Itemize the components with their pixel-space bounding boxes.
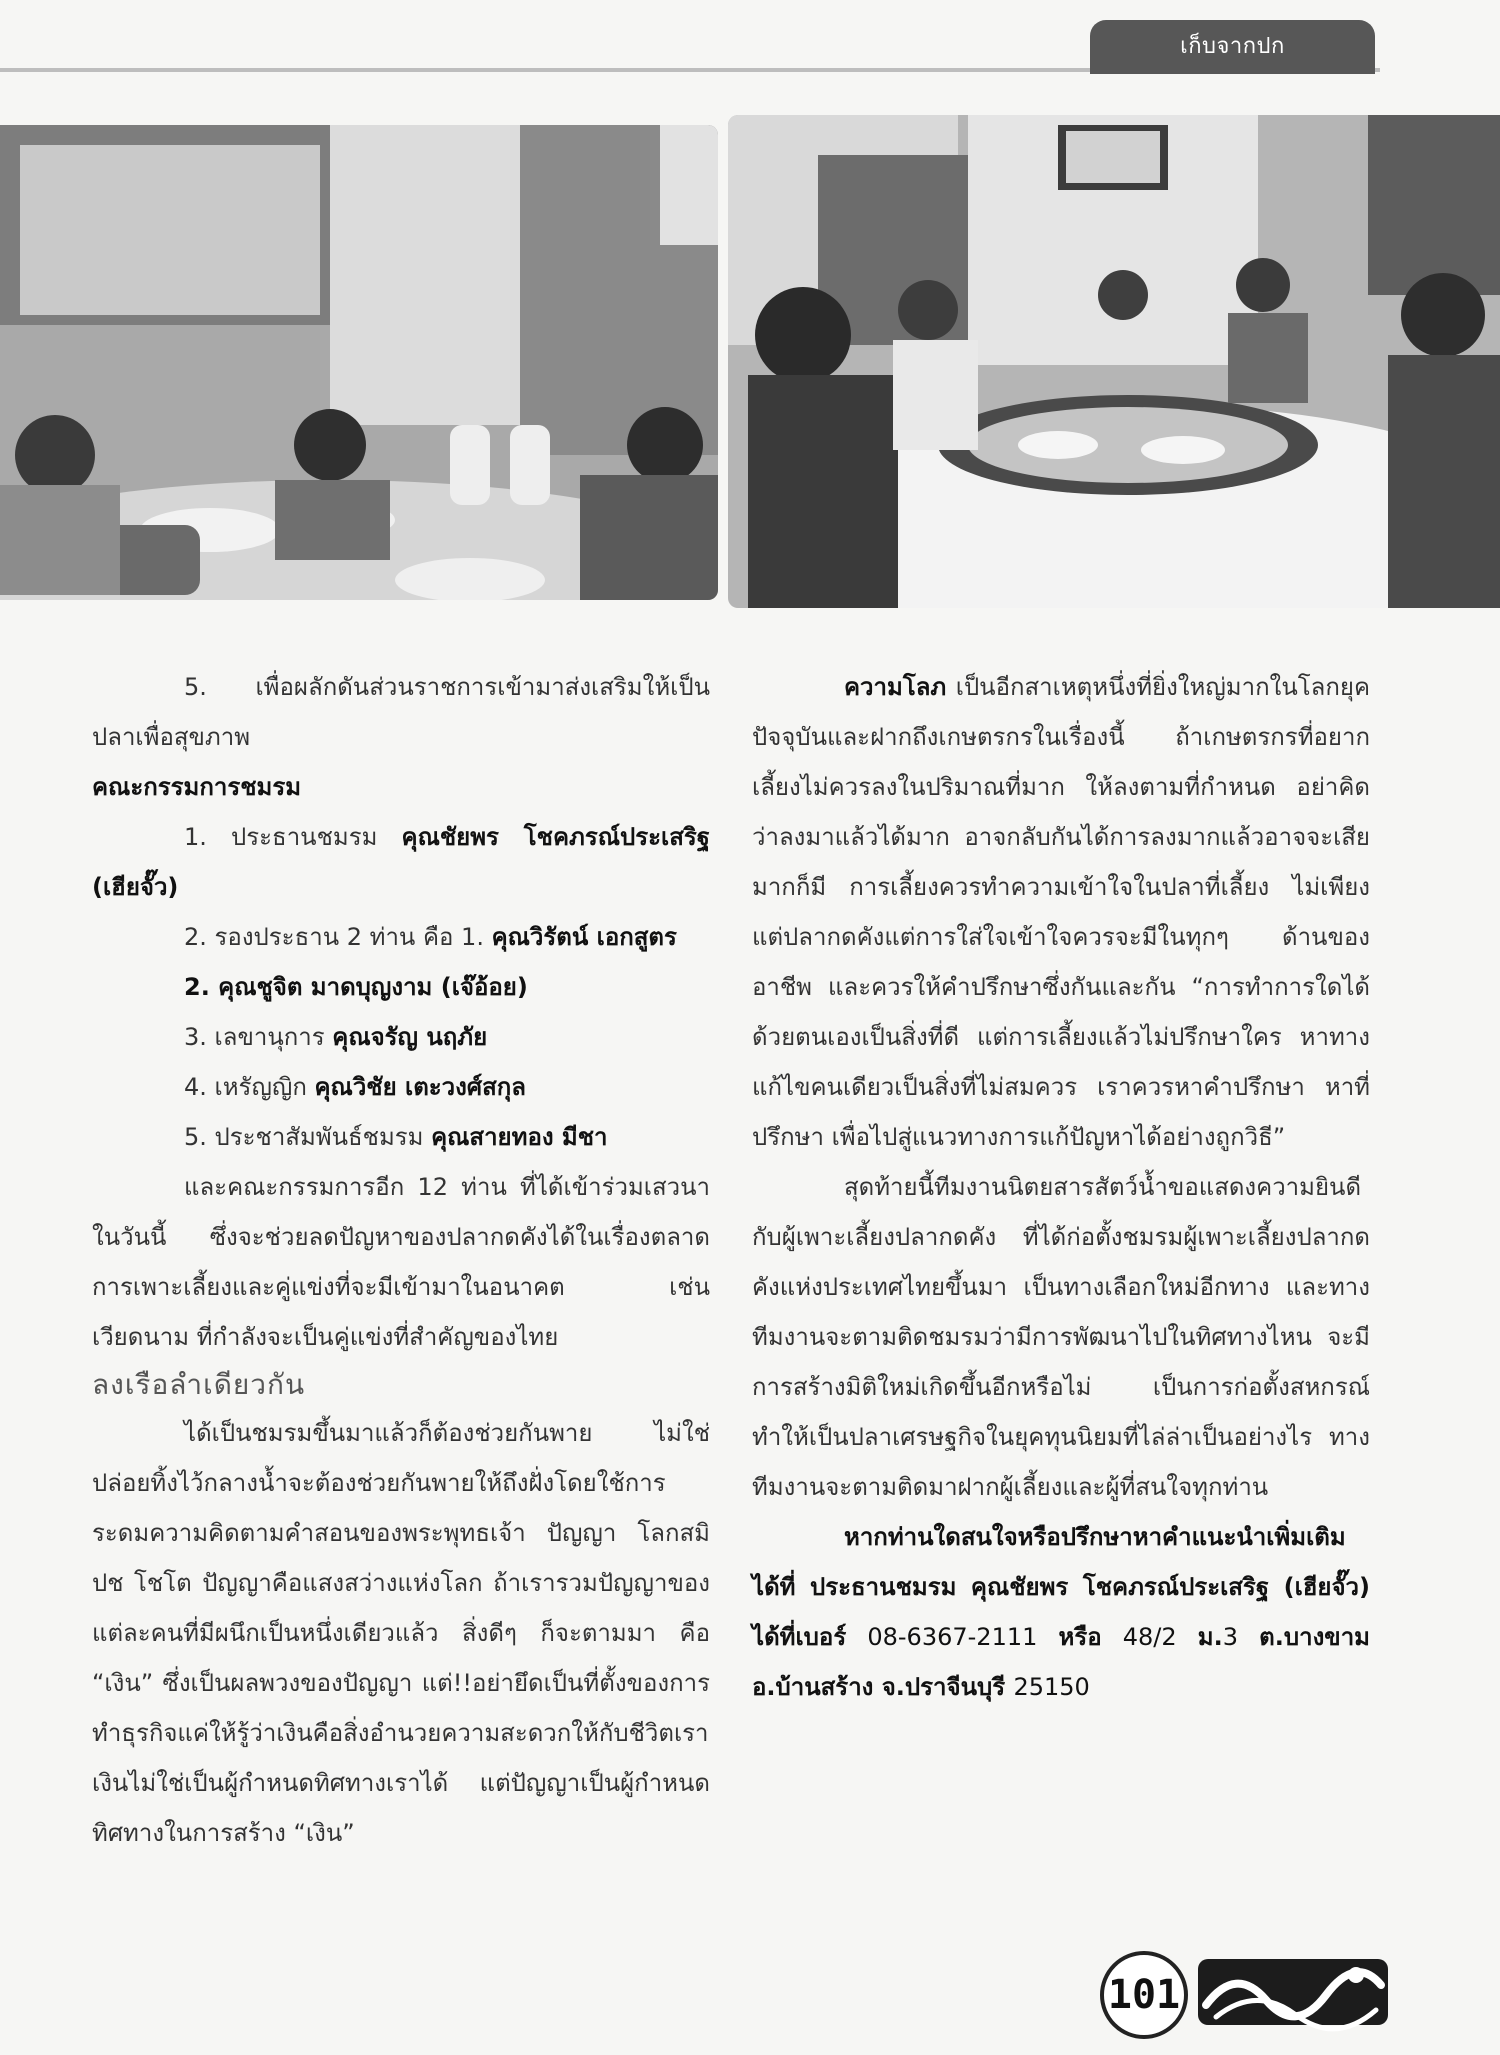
- committee-item-4: [92, 1062, 710, 1112]
- committee-name-1: คุณชัยพร โชคภรณ์ประเสริฐ (เฮียจั๊ว): [92, 823, 711, 901]
- contact-or: หรือ: [1037, 1623, 1123, 1651]
- committee-item-5: [92, 1112, 710, 1162]
- contact-phone: 08-6367-2111: [867, 1623, 1038, 1651]
- committee-name-5: คุณสายทอง มีชา: [431, 1123, 608, 1151]
- left-article-column: [92, 662, 710, 1858]
- committee-paragraph: และคณะกรรมการอีก 12 ท่าน ที่ได้เข้าร่วมเสวนาในวันนี้ ซึ่งจะช่วยลดปัญหาของปลากดคังได้ในเรื่องตลาด การเพาะเลี้ยงและคู่แข่งที่จะมีเข้ามาในอนาคต เช่น เวียดนาม ที่กำลังจะเป็นคู่แข่งที่สำคัญของไทย: [92, 1173, 710, 1351]
- committee-item-2: [92, 912, 710, 962]
- committee-name-2a: คุณวิรัตน์ เอกสูตร: [491, 923, 677, 951]
- contact-postcode: 25150: [1013, 1673, 1090, 1701]
- committee-item-3: [92, 1012, 710, 1062]
- photo-group-dinner-right: [728, 115, 1500, 608]
- photo-group-dinner-left: [0, 125, 718, 600]
- committee-heading: คณะกรรมการชมรม: [92, 773, 302, 801]
- greed-text: เป็นอีกสาเหตุหนึ่งที่ยิ่งใหญ่มากในโลกยุคปัจจุบันและฝากถึงเกษตรกรในเรื่องนี้ ถ้าเกษตรกรที่อยากเลี้ยงไม่ควรลงในปริมาณที่มาก ให้ลงตามที่กำหนด อย่าคิดว่าลงมาแล้วได้มาก อาจกลับกันได้การลงมากแล้วอาจจะเสียมากก็มี การเลี้ยงควรทำความเข้าใจในปลาที่เลี้ยง ไม่เพียงแต่ปลากดคังแต่การใส่ใจเข้าใจควรจะมีในทุกๆ ด้านของอาชีพ และควรให้คำปรึกษาซึ่งกันและกัน “การทำการใดได้ด้วยตนเองเป็นสิ่งที่ดี แต่การเลี้ยงแล้วไม่ปรึกษาใคร หาทางแก้ไขคนเดียวเป็นสิ่งที่ไม่สมควร เราควรหาคำปรึกษา หาที่ปรึกษา เพื่อไปสู่แนวทางการแก้ปัญหาได้อย่างถูกวิธี”: [752, 673, 1370, 1151]
- committee-role-4: 4. เหรัญญิก: [184, 1073, 315, 1101]
- magazine-logo: [1196, 1945, 1390, 2035]
- contact-moo: 3: [1222, 1623, 1239, 1651]
- section-subheading: ลงเรือลำเดียวกัน: [92, 1368, 306, 1401]
- committee-name-4: คุณวิชัย เตะวงศ์สกุล: [314, 1073, 526, 1101]
- section-tab: เก็บจากปก: [1090, 20, 1375, 74]
- committee-role-5: 5. ประชาสัมพันธ์ชมรม: [184, 1123, 432, 1151]
- committee-role-3: 3. เลขานุการ: [184, 1023, 333, 1051]
- greed-lead: ความโลภ: [844, 673, 947, 701]
- contact-paragraph: [752, 1512, 1370, 1712]
- page-number: 101: [1100, 1951, 1188, 2039]
- contact-address-number: 48/2: [1122, 1623, 1177, 1651]
- committee-item-1: [92, 812, 710, 912]
- right-article-column: [752, 662, 1370, 1712]
- boat-paragraph: ได้เป็นชมรมขึ้นมาแล้วก็ต้องช่วยกันพาย ไม่ใช่ปล่อยทิ้งไว้กลางน้ำจะต้องช่วยกันพายให้ถึงฝั่งโดยใช้การระดมความคิดตามคำสอนของพระพุทธเจ้า ปัญญา โลกสมิ ปช โชโต ปัญญาคือแสงสว่างแห่งโลก ถ้าเรารวมปัญญาของแต่ละคนที่มีผนึกเป็นหนึ่งเดียวแล้ว สิ่งดีๆ ก็จะตามมา คือ “เงิน” ซึ่งเป็นผลพวงของปัญญา แต่!!อย่ายึดเป็นที่ตั้งของการทำธุรกิจแค่ให้รู้ว่าเงินคือสิ่งอำนวยความสะดวกให้กับชีวิตเรา เงินไม่ใช่เป็นผู้กำหนดทิศทางเราได้ แต่ปัญญาเป็นผู้กำหนดทิศทางในการสร้าง “เงิน”: [92, 1419, 710, 1847]
- objective-5: 5. เพื่อผลักดันส่วนราชการเข้ามาส่งเสริมให้เป็นปลาเพื่อสุขภาพ: [92, 673, 710, 751]
- closing-paragraph: สุดท้ายนี้ทีมงานนิตยสารสัตว์น้ำขอแสดงความยินดีกับผู้เพาะเลี้ยงปลากดคัง ที่ได้ก่อตั้งชมรมผู้เพาะเลี้ยงปลากดคังแห่งประเทศไทยขึ้นมา เป็นทางเลือกใหม่อีกทาง และทางทีมงานจะตามติดชมรมว่ามีการพัฒนาไปในทิศทางไหน จะมีการสร้างมิติใหม่เกิดขึ้นอีกหรือไม่ เป็นการก่อตั้งสหกรณ์ทำให้เป็นปลาเศรษฐกิจในยุคทุนนิยมที่ไล่ล่าเป็นอย่างไร ทางทีมงานจะตามติดมาฝากผู้เลี้ยงและผู้ที่สนใจทุกท่าน: [752, 1173, 1370, 1501]
- contact-address: ต.บางขาม อ.บ้านสร้าง จ.ปราจีนบุรี: [752, 1623, 1370, 1701]
- contact-moo-label: ม.: [1176, 1623, 1223, 1651]
- greed-paragraph: [752, 662, 1370, 1162]
- page-footer: [1100, 1945, 1390, 2035]
- contact-intro: หากท่านใดสนใจหรือปรึกษาหาคำแนะนำเพิ่มเติมได้ที่ ประธานชมรม คุณชัยพร โชคภรณ์ประเสริฐ (เฮียจั๊ว) ได้ที่เบอร์: [752, 1523, 1370, 1651]
- committee-name-3: คุณจรัญ นฤภัย: [332, 1023, 488, 1051]
- committee-item-2b: [92, 962, 710, 1012]
- committee-role-2: 2. รองประธาน 2 ท่าน คือ 1.: [184, 923, 492, 951]
- committee-name-2b: 2. คุณชูจิต มาดบุญงาม (เจ๊อ้อย): [184, 973, 528, 1001]
- committee-role-1: 1. ประธานชมรม: [184, 823, 402, 851]
